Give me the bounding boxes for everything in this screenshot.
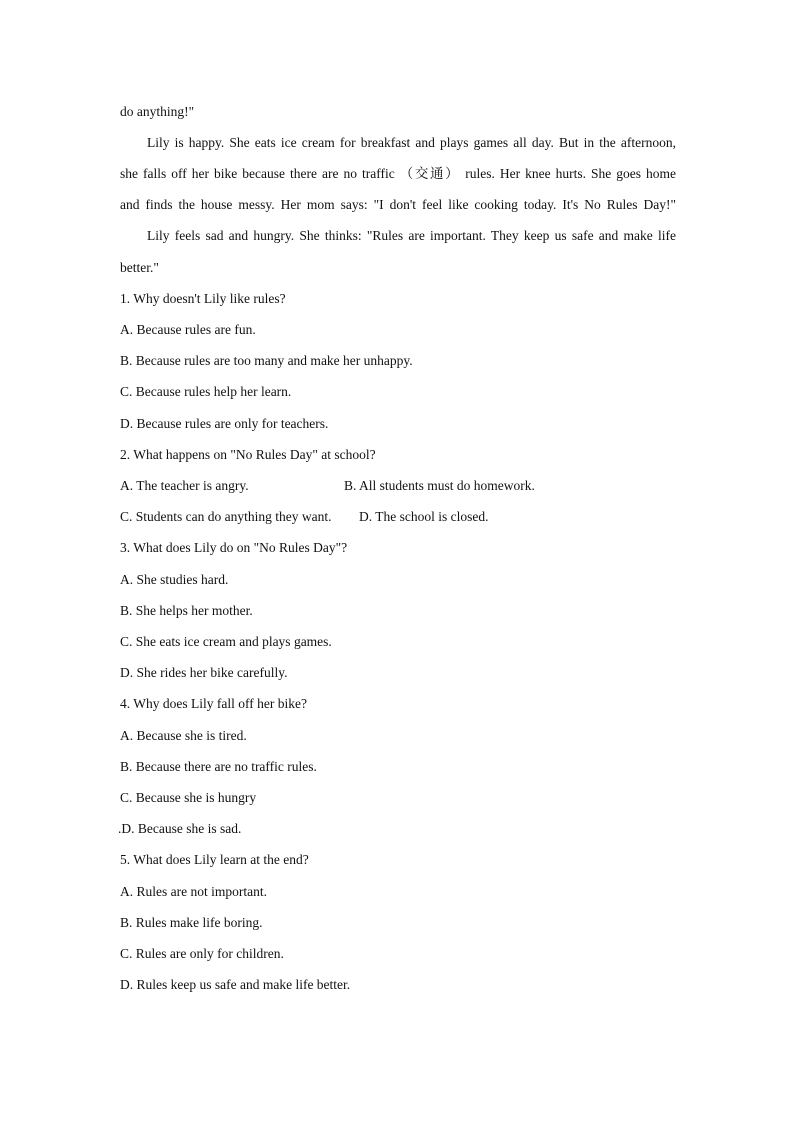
answer-option: D. The school is closed. xyxy=(359,509,489,524)
answer-option: B. Rules make life boring. xyxy=(120,915,263,930)
question-stem: 2. What happens on "No Rules Day" at school? xyxy=(120,447,376,462)
answer-option: B. Because rules are too many and make her unhappy. xyxy=(120,353,413,368)
answer-option: C. Because she is hungry xyxy=(120,790,257,805)
story-line: do anything!" xyxy=(120,104,195,119)
answer-option: D. Because rules are only for teachers. xyxy=(120,416,329,431)
question-stem: 1. Why doesn't Lily like rules? xyxy=(120,291,286,306)
answer-option: C. She eats ice cream and plays games. xyxy=(120,634,332,649)
question-stem: 4. Why does Lily fall off her bike? xyxy=(120,696,307,711)
answer-option: C. Students can do anything they want. xyxy=(120,509,332,524)
answer-option: A. Rules are not important. xyxy=(120,884,267,899)
answer-option: A. She studies hard. xyxy=(120,572,229,587)
story-paragraph-line: and finds the house messy. Her mom says: "I don't feel like cooking today. It's No Rules Day!" xyxy=(120,197,676,212)
question-stem: 3. What does Lily do on "No Rules Day"? xyxy=(120,540,348,555)
story-paragraph-line: she falls off her bike because there are no traffic （交通） rules. Her knee hurts. She goes home xyxy=(120,166,676,181)
story-paragraph-line: better." xyxy=(120,260,159,275)
answer-option: D. She rides her bike carefully. xyxy=(120,665,288,680)
answer-option: A. The teacher is angry. xyxy=(120,478,249,493)
story-paragraph-line: Lily feels sad and hungry. She thinks: "Rules are important. They keep us safe and make life xyxy=(147,228,676,243)
answer-option: C. Because rules help her learn. xyxy=(120,384,292,399)
answer-option: A. Because rules are fun. xyxy=(120,322,256,337)
answer-option: .D. Because she is sad. xyxy=(118,821,242,836)
answer-option: B. Because there are no traffic rules. xyxy=(120,759,317,774)
answer-option: B. She helps her mother. xyxy=(120,603,253,618)
answer-option: A. Because she is tired. xyxy=(120,728,247,743)
answer-option: C. Rules are only for children. xyxy=(120,946,284,961)
answer-option: D. Rules keep us safe and make life better. xyxy=(120,977,351,992)
answer-option: B. All students must do homework. xyxy=(344,478,535,493)
story-paragraph-line: Lily is happy. She eats ice cream for breakfast and plays games all day. But in the afternoon, xyxy=(147,135,676,150)
question-stem: 5. What does Lily learn at the end? xyxy=(120,852,309,867)
